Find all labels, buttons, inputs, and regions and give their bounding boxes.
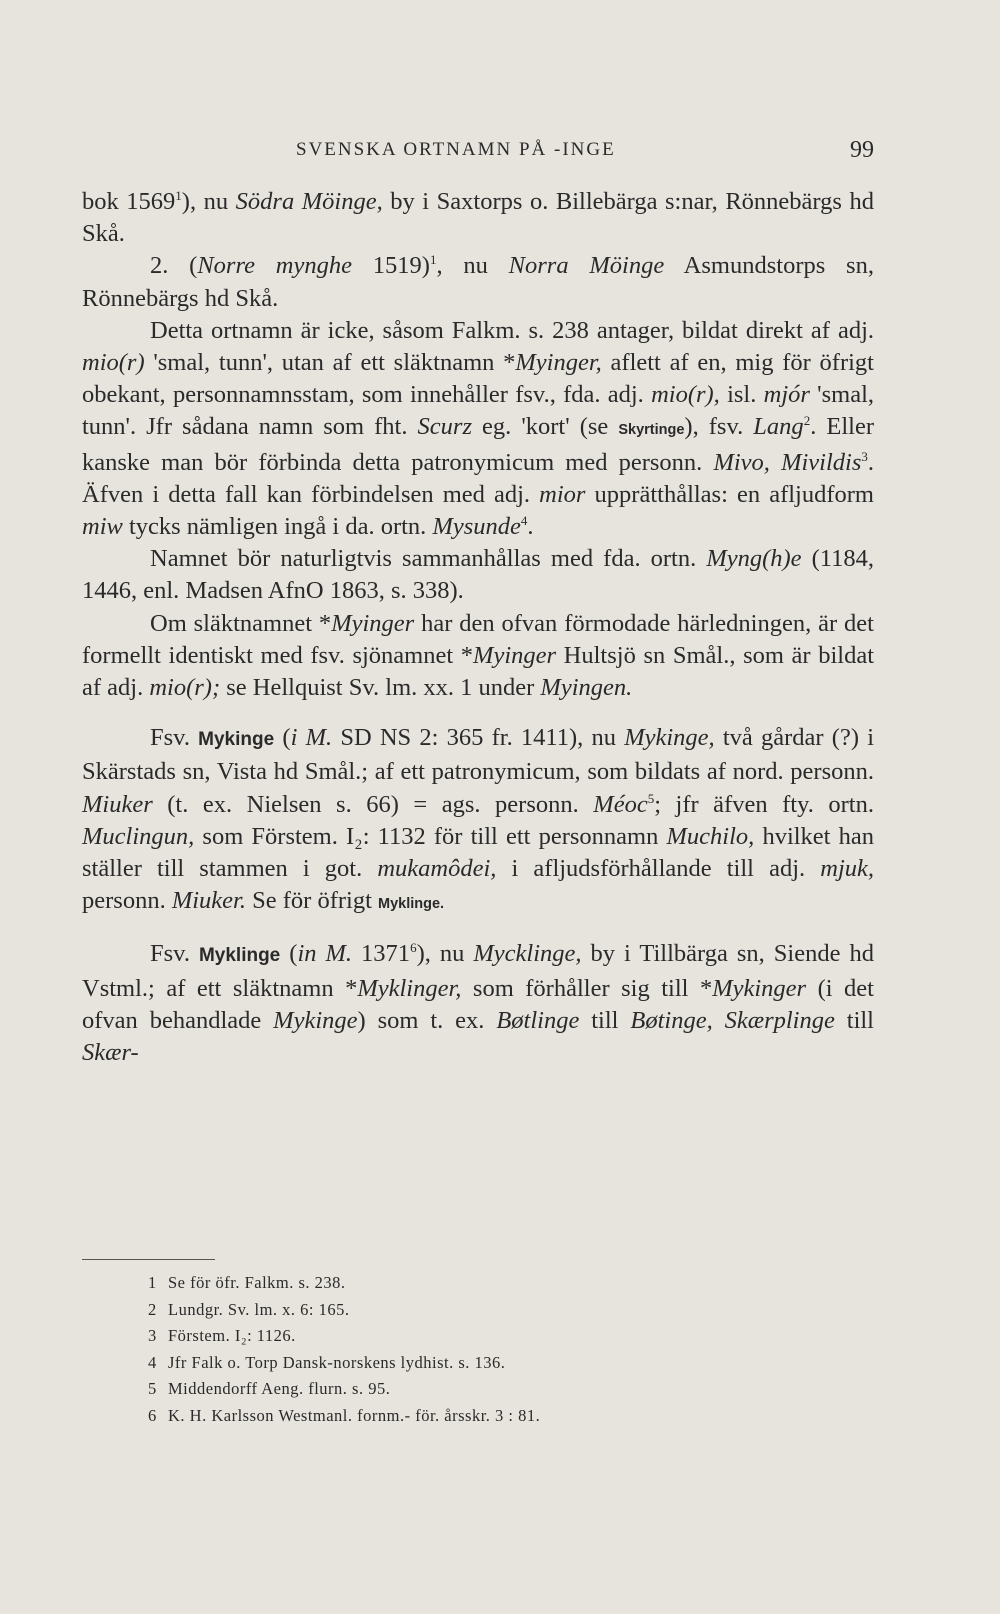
text-run: Miuker. [171,887,246,915]
text-run: upprätthållas: en afljudform [585,480,874,508]
text-run: Myklinge [198,945,281,967]
footnote: 2 Lundgr. Sv. lm. x. 6: 165. [148,1299,350,1319]
text-run: 2. ( [150,252,198,280]
text-run: personn. [82,887,172,915]
text-run: . Eller kanske man bör förbinda detta patronymicum med personn. [82,413,874,476]
text-run: Méoc [593,790,648,818]
text-run: Fsv. [150,940,199,968]
paragraph [82,186,874,250]
text-run: har den ofvan förmodade härledningen, är det formellt identiskt med fsv. sjönamnet * [82,609,874,669]
footnotes [148,1270,848,1430]
text-run: Fsv. [150,724,199,752]
text-run: 1371 [352,940,411,968]
text-run: 'smal, tunn', utan af ett släktnamn * [144,349,516,377]
text-run: Mykinger [712,974,807,1002]
text-run: Muclingun, [82,822,195,850]
text-run: Asmundstorps sn, Rönnebärgs hd Skå. [82,252,874,312]
text-run: Myklinge. [378,896,445,913]
text-run: i afljudsförhållande till adj. [496,855,821,883]
text-run: Se för öfrigt [246,887,378,915]
footnote-ref: 5 [647,790,655,806]
text-run: (1184, 1446, enl. Madsen AfnO 1863, s. 338). [82,545,874,605]
text-run: ( [274,724,291,752]
footnote-rule [82,1259,215,1260]
text-run: mio(r); [149,674,221,702]
text-run: mior [539,480,586,508]
text-run: SD NS 2: 365 fr. 1411), nu [332,724,625,752]
text-run: aflett af en, mig för öfrigt obekant, personnamnsstam, som innehåller fsv., fda. adj. [82,349,874,409]
text-run: Skær- [82,1039,139,1067]
text-run: Mycklinge, [473,940,582,968]
text-run: isl. [719,381,764,409]
text-run: Hultsjö sn Smål., som är bildat af adj. [82,641,875,702]
text-run: ( [280,940,298,968]
text-run: eg. 'kort' (se [472,413,619,441]
text-run: ; jfr äfven fty. ortn. [654,790,874,818]
text-run: till [834,1006,874,1034]
text-run: i M. [290,724,333,752]
text-run: mio(r) [82,349,145,377]
text-run: 1519) [351,252,430,280]
paragraph [82,543,874,607]
text-run: Namnet bör naturligtvis sammanhållas med fda. ortn. [150,545,707,573]
text-run: Mykinge, [624,724,715,752]
text-run: Södra Möinge, [235,188,383,215]
text-run: Mivo, Mivildis [713,448,862,476]
text-run: Muchilo, [666,822,755,850]
body-text [82,186,874,1069]
text-run: . [527,513,534,541]
text-run: (t. ex. Nielsen s. 66) = ags. personn. [152,790,594,818]
paragraph [82,315,874,543]
text-run: Myng(h)e [706,545,802,573]
footnote: 4 Jfr Falk o. Torp Dansk-norskens lydhist. s. 136. [148,1352,506,1372]
text-run: Myinger [473,641,557,669]
text-run: Myinger [331,609,415,637]
footnote-ref: 1 [175,187,182,203]
text-run: Detta ortnamn är icke, såsom Falkm. s. 238 antager, bildat direkt af adj. [150,316,874,344]
entry-myklinge [82,938,874,1069]
running-head: SVENSKA ORTNAMN PÅ -INGE [296,139,616,160]
footnote: 6 K. H. Karlsson Westmanl. fornm.- för. årsskr. 3 : 81. [148,1405,541,1425]
text-run: Mykinge [198,729,275,751]
text-run: som Förstem. I₂: 1132 för till ett personnamn [194,822,667,850]
footnote-ref: 4 [520,512,528,528]
text-run: hvilket han ställer till stammen i got. [82,822,875,883]
text-run: Myinger, [515,349,602,377]
text-run: ), nu [181,188,236,215]
text-run: Norra Möinge [508,252,665,280]
text-run: ), nu [416,940,474,968]
text-run: Norre mynghe [197,252,352,280]
text-run: ), fsv. [684,413,754,441]
footnote: 5 Middendorff Aeng. flurn. s. 95. [148,1379,391,1399]
text-run: som förhåller sig till * [461,974,713,1002]
text-run: se Hellquist Sv. lm. xx. 1 under [220,674,541,702]
entry-mykinge [82,722,874,920]
text-run: Om släktnamnet * [150,609,332,637]
text-run: bok 1569 [82,188,176,215]
text-run: Myklinger, [357,974,462,1002]
text-run: mio(r), [651,381,720,409]
page-number: 99 [850,137,874,163]
text-run: miw [82,513,123,541]
text-run: Mysunde [432,513,521,541]
text-run: Mykinge [273,1006,358,1034]
text-run: (i det ofvan behandlade [82,974,874,1034]
text-run: Scurz [417,413,472,441]
text-run: mukamôdei, [377,855,497,883]
text-run: Skyrtinge [618,422,685,439]
text-run: mjuk, [820,855,874,883]
text-run: 'smal, tunn'. Jfr sådana namn som fht. [82,381,874,441]
footnote: 1 Se för öfr. Falkm. s. 238. [148,1273,346,1292]
text-run: Bøtlinge [496,1006,580,1034]
page-header [82,137,874,169]
footnote-ref: 1 [429,252,437,268]
text-run: till [579,1006,631,1034]
footnote-ref: 6 [410,940,417,956]
paragraph [82,608,874,705]
text-run: by i Tillbärga sn, Siende hd Vstml.; af ett släktnamn * [82,940,874,1002]
text-run: tycks nämligen ingå i da. ortn. [122,513,433,541]
text-run: , nu [436,252,509,280]
text-run: Myingen. [540,674,633,702]
footnote-ref: 3 [861,448,868,464]
text-run: ) som t. ex. [357,1006,497,1034]
footnote-ref: 2 [803,413,811,429]
footnote: 3 Förstem. I₂: 1126. [148,1326,296,1346]
text-run: Lang [753,413,804,441]
paragraph [82,250,874,314]
text-run: mjór [763,381,810,409]
text-run: två gårdar (?) i Skärstads sn, Vista hd Smål.; af ett patronymicum, som bildats af nord. personn. [82,724,874,786]
text-run: by i Saxtorps o. Billebärga s:nar, Rönnebärgs hd Skå. [82,188,874,248]
text-run: Bøtinge, Skærplinge [630,1006,835,1034]
text-run: Miuker [82,790,153,818]
text-run: . Äfven i detta fall kan förbindelsen med adj. [82,448,874,508]
text-run: in M. [297,940,353,968]
